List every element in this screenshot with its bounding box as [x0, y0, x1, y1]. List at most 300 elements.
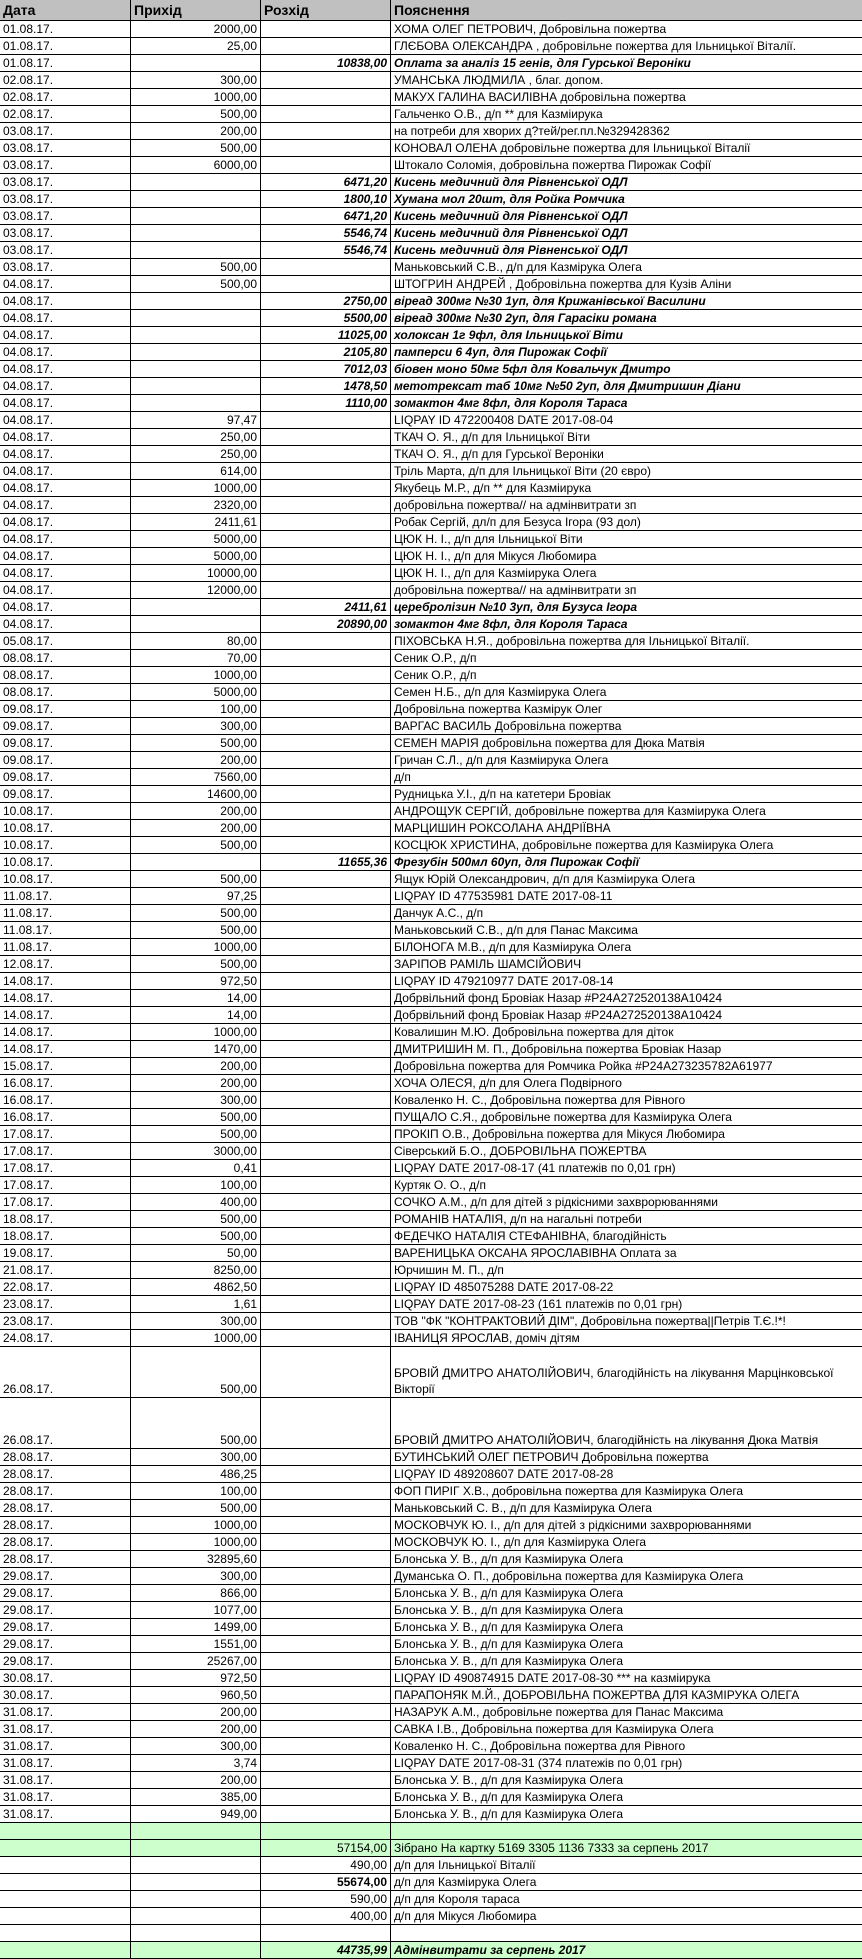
date-cell: 04.08.17. [0, 599, 131, 615]
date-cell: 18.08.17. [0, 1228, 131, 1244]
table-row [0, 1483, 862, 1500]
table-row [0, 1177, 862, 1194]
date-cell: 16.08.17. [0, 1109, 131, 1125]
expense-cell [261, 1245, 391, 1261]
date-cell: 11.08.17. [0, 939, 131, 955]
expense-cell: 55674,00 [261, 1874, 391, 1890]
expense-cell [261, 497, 391, 513]
income-cell [131, 293, 261, 309]
table-row [0, 1211, 862, 1228]
date-cell: 03.08.17. [0, 191, 131, 207]
table-row [0, 1398, 862, 1449]
expense-cell [261, 480, 391, 496]
date-cell: 17.08.17. [0, 1126, 131, 1142]
expense-cell [261, 1007, 391, 1023]
expense-cell [261, 1670, 391, 1686]
table-row [0, 990, 862, 1007]
note-cell: Добровільна пожертва Казмірук Олег [394, 702, 603, 716]
expense-cell [261, 1500, 391, 1516]
note-cell: КОНОВАЛ ОЛЕНА добровільне пожертва для Ільницької Віталії [394, 141, 751, 155]
note-cell: Хумана мол 20шт, для Ройка Ромчика [394, 192, 625, 206]
table-row [0, 1755, 862, 1772]
table-row [0, 1449, 862, 1466]
income-cell: 97,47 [131, 412, 261, 428]
total-expense-cell: 44735,99 [261, 1942, 391, 1958]
table-row [0, 786, 862, 803]
empty-cell [131, 1925, 261, 1941]
date-cell: 29.08.17. [0, 1653, 131, 1669]
expense-cell: 20890,00 [261, 616, 391, 632]
expense-cell [261, 1772, 391, 1788]
table-row [0, 1092, 862, 1109]
expense-cell [261, 1194, 391, 1210]
expense-cell: 590,00 [261, 1891, 391, 1907]
note-cell: СОЧКО А.М., д/п для дітей з рідкісними захврорюваннями [394, 1195, 718, 1209]
note-cell: Блонська У. В., д/п для Казміирука Олега [394, 1603, 624, 1617]
summary-row [0, 1908, 862, 1925]
note-cell: БРОВІЙ ДМИТРО АНАТОЛІЙОВИЧ, благодійність на лікування Дюка Матвія [394, 1433, 819, 1447]
note-cell: ШТОГРИН АНДРЕЙ , Добровільна пожертва для Кузів Аліни [394, 277, 732, 291]
table-row [0, 1551, 862, 1568]
date-cell: 04.08.17. [0, 582, 131, 598]
income-cell [131, 310, 261, 326]
expense-cell [261, 1517, 391, 1533]
income-cell: 7560,00 [131, 769, 261, 785]
table-row [0, 718, 862, 735]
note-cell: Маньковський С.В., д/п для Панас Максима [394, 923, 638, 937]
table-row [0, 820, 862, 837]
income-cell: 1470,00 [131, 1041, 261, 1057]
income-cell: 300,00 [131, 1738, 261, 1754]
table-row [0, 701, 862, 718]
date-cell: 10.08.17. [0, 854, 131, 870]
income-cell [131, 616, 261, 632]
expense-cell [261, 1806, 391, 1822]
income-cell: 300,00 [131, 1313, 261, 1329]
table-row [0, 412, 862, 429]
note-cell: САВКА І.В., Добровільна пожертва для Казміирука Олега [394, 1722, 714, 1736]
expense-cell [261, 973, 391, 989]
income-cell: 200,00 [131, 1772, 261, 1788]
expense-cell [261, 1177, 391, 1193]
income-cell: 400,00 [131, 1194, 261, 1210]
date-cell: 30.08.17. [0, 1687, 131, 1703]
income-cell [131, 55, 261, 71]
expense-cell [261, 1262, 391, 1278]
income-cell: 1000,00 [131, 480, 261, 496]
date-cell: 09.08.17. [0, 752, 131, 768]
note-cell: LIQPAY ID 477535981 DATE 2017-08-11 [394, 889, 613, 903]
income-cell: 5000,00 [131, 548, 261, 564]
table-row [0, 123, 862, 140]
table-row [0, 106, 862, 123]
expense-cell [261, 718, 391, 734]
note-cell: LIQPAY ID 490874915 DATE 2017-08-30 *** на казміирука [394, 1671, 711, 1685]
income-cell: 300,00 [131, 1092, 261, 1108]
note-cell: д/п для Мікуся Любомира [394, 1909, 537, 1923]
income-cell: 500,00 [131, 922, 261, 938]
note-cell: ПІХОВСЬКА Н.Я., добровільна пожертва для Ільницької Віталії. [394, 634, 750, 648]
note-cell: д/п для Казміирука Олега [394, 1875, 537, 1889]
income-cell: 500,00 [131, 956, 261, 972]
spacer-cell [391, 1823, 862, 1839]
date-cell: 03.08.17. [0, 259, 131, 275]
expense-cell [261, 1755, 391, 1771]
note-cell: Добрвільний фонд Бровіак Назар #P24A272520138A10424 [394, 1008, 723, 1022]
expense-cell [261, 684, 391, 700]
header-row [0, 0, 862, 21]
date-cell: 04.08.17. [0, 429, 131, 445]
expense-cell: 5500,00 [261, 310, 391, 326]
date-cell: 28.08.17. [0, 1483, 131, 1499]
date-cell: 29.08.17. [0, 1568, 131, 1584]
note-cell: церебролізин №10 3уп, для Бузуса Ігора [394, 600, 638, 614]
table-row [0, 1772, 862, 1789]
date-cell: 28.08.17. [0, 1500, 131, 1516]
note-cell: Коваленко Н. С., Добровільна пожертва для Рівного [394, 1739, 686, 1753]
date-cell [0, 1891, 131, 1907]
expense-cell [261, 752, 391, 768]
date-cell: 29.08.17. [0, 1585, 131, 1601]
date-cell: 11.08.17. [0, 905, 131, 921]
table-row [0, 463, 862, 480]
note-cell: Маньковський С. В., д/п для Казміирука Олега [394, 1501, 652, 1515]
expense-cell [261, 38, 391, 54]
expense-cell [261, 1296, 391, 1312]
income-cell: 2411,61 [131, 514, 261, 530]
table-row [0, 276, 862, 293]
income-cell: 500,00 [131, 1211, 261, 1227]
expense-cell [261, 1160, 391, 1176]
table-row [0, 497, 862, 514]
note-cell: БУТИНСЬКИЙ ОЛЕГ ПЕТРОВИЧ Добровільна пожертва [394, 1450, 709, 1464]
note-cell: ЦЮК Н. І., д/п для Ільницької Віти [394, 532, 583, 546]
income-cell: 500,00 [131, 106, 261, 122]
note-cell: ДМИТРИШИН М. П., Добровільна пожертва Бровіак Назар [394, 1042, 722, 1056]
income-cell: 1000,00 [131, 1534, 261, 1550]
expense-cell [261, 514, 391, 530]
date-cell: 04.08.17. [0, 276, 131, 292]
expense-cell [261, 123, 391, 139]
expense-cell [261, 735, 391, 751]
table-row [0, 1024, 862, 1041]
income-cell [131, 395, 261, 411]
date-cell: 10.08.17. [0, 803, 131, 819]
table-row [0, 1296, 862, 1313]
table-row [0, 327, 862, 344]
date-cell: 04.08.17. [0, 480, 131, 496]
income-cell: 3000,00 [131, 1143, 261, 1159]
note-cell: РОМАНІВ НАТАЛІЯ, д/п на нагальні потреби [394, 1212, 642, 1226]
note-cell: ПРОКІП О.В., Добровільна пожертва для Мікуся Любомира [394, 1127, 725, 1141]
note-cell: Сеник О.Р., д/п [394, 651, 477, 665]
date-cell: 02.08.17. [0, 72, 131, 88]
note-cell: МОСКОВЧУК Ю. І., д/п для Казміирука Олега [394, 1535, 647, 1549]
income-cell: 500,00 [131, 140, 261, 156]
note-cell: Блонська У. В., д/п для Казміирука Олега [394, 1790, 624, 1804]
date-cell: 04.08.17. [0, 378, 131, 394]
date-cell [0, 1874, 131, 1890]
expense-cell [261, 922, 391, 938]
expense-cell [261, 633, 391, 649]
income-cell: 972,50 [131, 1670, 261, 1686]
income-cell: 1551,00 [131, 1636, 261, 1652]
date-cell: 08.08.17. [0, 650, 131, 666]
table-row [0, 1313, 862, 1330]
note-cell: Блонська У. В., д/п для Казміирука Олега [394, 1552, 624, 1566]
expense-cell [261, 1109, 391, 1125]
date-cell: 03.08.17. [0, 174, 131, 190]
note-cell: зомактон 4мг 8фл, для Короля Тараса [394, 396, 628, 410]
expense-cell [261, 1092, 391, 1108]
table-row [0, 1789, 862, 1806]
expense-cell: 6471,20 [261, 174, 391, 190]
note-cell: Кисень медичний для Рівненської ОДЛ [394, 209, 628, 223]
date-cell: 03.08.17. [0, 242, 131, 258]
income-cell [131, 599, 261, 615]
table-row [0, 1041, 862, 1058]
date-cell: 14.08.17. [0, 1041, 131, 1057]
expense-cell [261, 157, 391, 173]
expense-cell [261, 446, 391, 462]
note-cell: віреад 300мг №30 1уп, для Крижанівської Василини [394, 294, 706, 308]
income-cell: 200,00 [131, 820, 261, 836]
expense-cell: 5546,74 [261, 225, 391, 241]
expense-cell: 490,00 [261, 1857, 391, 1873]
date-cell: 22.08.17. [0, 1279, 131, 1295]
table-row [0, 1636, 862, 1653]
income-cell: 100,00 [131, 1483, 261, 1499]
expense-cell: 1800,10 [261, 191, 391, 207]
table-row [0, 293, 862, 310]
note-cell: LIQPAY ID 485075288 DATE 2017-08-22 [394, 1280, 614, 1294]
note-cell: Блонська У. В., д/п для Казміирука Олега [394, 1807, 624, 1821]
note-cell: ФЕДЕЧКО НАТАЛІЯ СТЕФАНІВНА, благодійність [394, 1229, 667, 1243]
empty-row [0, 1925, 862, 1942]
date-cell: 14.08.17. [0, 973, 131, 989]
table-row [0, 1721, 862, 1738]
note-cell: Робак Сергій, дл/п для Безуса Ігора (93 дол) [394, 515, 641, 529]
note-cell: добровільна пожертва// на адмінвитрати зп [394, 498, 637, 512]
total-date-cell [0, 1942, 131, 1958]
date-cell: 23.08.17. [0, 1313, 131, 1329]
date-cell: 23.08.17. [0, 1296, 131, 1312]
table-row [0, 1653, 862, 1670]
note-cell: Блонська У. В., д/п для Казміирука Олега [394, 1637, 624, 1651]
expense-cell [261, 650, 391, 666]
table-row [0, 803, 862, 820]
date-cell [0, 1857, 131, 1873]
income-cell: 500,00 [131, 871, 261, 887]
date-cell: 31.08.17. [0, 1704, 131, 1720]
expense-cell [261, 1687, 391, 1703]
note-cell: д/п для Ільницької Віталії [394, 1858, 536, 1872]
income-cell: 300,00 [131, 718, 261, 734]
income-cell: 50,00 [131, 1245, 261, 1261]
income-cell: 500,00 [131, 905, 261, 921]
income-cell [131, 344, 261, 360]
date-cell: 04.08.17. [0, 310, 131, 326]
expense-cell: 11655,36 [261, 854, 391, 870]
expense-cell [261, 1024, 391, 1040]
date-cell: 12.08.17. [0, 956, 131, 972]
date-cell: 19.08.17. [0, 1245, 131, 1261]
expense-cell [261, 1585, 391, 1601]
date-cell [0, 1840, 131, 1856]
income-cell [131, 191, 261, 207]
date-cell: 31.08.17. [0, 1806, 131, 1822]
expense-cell [261, 1653, 391, 1669]
expense-cell [261, 1449, 391, 1465]
income-cell: 300,00 [131, 1449, 261, 1465]
expense-cell [261, 1636, 391, 1652]
date-cell: 04.08.17. [0, 616, 131, 632]
table-row [0, 854, 862, 871]
note-cell: LIQPAY DATE 2017-08-31 (374 платежів по 0,01 грн) [394, 1756, 683, 1770]
note-cell: ВАРЕНИЦЬКА ОКСАНА ЯРОСЛАВІВНА Оплата за [394, 1246, 677, 1260]
note-cell: МАРЦИШИН РОКСОЛАНА АНДРІЇВНА [394, 821, 611, 835]
income-cell: 14,00 [131, 1007, 261, 1023]
note-cell: ТКАЧ О. Я., д/п для Ільницької Віти [394, 430, 591, 444]
note-cell: ПАРАПОНЯК М.Й., ДОБРОВІЛЬНА ПОЖЕРТВА ДЛЯ КАЗМІРУКА ОЛЕГА [394, 1688, 800, 1702]
note-cell: Якубець М.Р., д/п ** для Казміирука [394, 481, 592, 495]
date-cell: 14.08.17. [0, 1024, 131, 1040]
income-cell [131, 854, 261, 870]
table-row [0, 361, 862, 378]
date-cell: 09.08.17. [0, 701, 131, 717]
note-cell: Куртяк О. О., д/п [394, 1178, 487, 1192]
income-cell [131, 1857, 261, 1873]
table-row [0, 769, 862, 786]
date-cell: 10.08.17. [0, 837, 131, 853]
income-cell: 1000,00 [131, 1330, 261, 1346]
income-cell: 500,00 [131, 1500, 261, 1516]
note-cell: Ковалишин М.Ю. Добровільна пожертва для діток [394, 1025, 674, 1039]
table-row [0, 888, 862, 905]
date-cell: 02.08.17. [0, 106, 131, 122]
note-cell: Гричан С.Л., д/п для Казміирука Олега [394, 753, 609, 767]
note-cell: ХОМА ОЛЕГ ПЕТРОВИЧ, Добровільна пожертва [394, 22, 667, 36]
table-row [0, 633, 862, 650]
date-cell: 11.08.17. [0, 922, 131, 938]
income-cell: 200,00 [131, 1075, 261, 1091]
table-row [0, 531, 862, 548]
expense-cell [261, 701, 391, 717]
spacer-cell [131, 1823, 261, 1839]
date-cell: 17.08.17. [0, 1160, 131, 1176]
date-cell: 17.08.17. [0, 1194, 131, 1210]
note-cell: LIQPAY ID 489208607 DATE 2017-08-28 [394, 1467, 614, 1481]
expense-cell [261, 667, 391, 683]
note-cell: БІЛОНОГА М.В., д/п для Казміирука Олега [394, 940, 632, 954]
income-cell: 25267,00 [131, 1653, 261, 1669]
table-row [0, 1347, 862, 1398]
expense-cell [261, 531, 391, 547]
date-cell: 04.08.17. [0, 361, 131, 377]
table-row [0, 429, 862, 446]
table-row [0, 939, 862, 956]
table-row [0, 1228, 862, 1245]
expense-cell [261, 1704, 391, 1720]
date-cell: 16.08.17. [0, 1092, 131, 1108]
expense-cell [261, 1041, 391, 1057]
income-cell: 14,00 [131, 990, 261, 1006]
expense-cell [261, 412, 391, 428]
table-row [0, 174, 862, 191]
table-row [0, 1687, 862, 1704]
note-cell: Маньковський С.В., д/п для Казмірука Олега [394, 260, 642, 274]
note-cell: ПУЩАЛО С.Я., добровільне пожертва для Казміирука Олега [394, 1110, 732, 1124]
note-cell: Штокало Соломія, добровільна пожертва Пирожак Софії [394, 158, 712, 172]
table-row [0, 344, 862, 361]
date-cell: 17.08.17. [0, 1143, 131, 1159]
date-cell: 28.08.17. [0, 1534, 131, 1550]
date-cell: 04.08.17. [0, 463, 131, 479]
table-row [0, 956, 862, 973]
income-cell: 250,00 [131, 429, 261, 445]
expense-cell [261, 276, 391, 292]
income-cell [131, 1840, 261, 1856]
note-cell: Ящук Юрій Олександрович, д/п для Казміирука Олега [394, 872, 696, 886]
expense-cell [261, 803, 391, 819]
date-cell: 10.08.17. [0, 871, 131, 887]
table-row [0, 225, 862, 242]
date-cell: 17.08.17. [0, 1177, 131, 1193]
expense-cell [261, 140, 391, 156]
date-cell: 01.08.17. [0, 55, 131, 71]
income-cell [131, 1891, 261, 1907]
note-cell: ІВАНИЦЯ ЯРОСЛАВ, доміч дітям [394, 1331, 580, 1345]
table-row [0, 1262, 862, 1279]
income-cell: 6000,00 [131, 157, 261, 173]
expense-cell [261, 21, 391, 37]
income-cell: 100,00 [131, 1177, 261, 1193]
note-cell: Добрвільний фонд Бровіак Назар #P24A272520138A10424 [394, 991, 723, 1005]
table-row [0, 480, 862, 497]
date-cell: 30.08.17. [0, 1670, 131, 1686]
note-cell: КОСЦЮК ХРИСТИНА, добровільне пожертва для Казміирука Олега [394, 838, 774, 852]
date-cell: 15.08.17. [0, 1058, 131, 1074]
date-cell: 09.08.17. [0, 786, 131, 802]
note-cell: АНДРОЩУК СЕРГІЙ, добровільне пожертва для Казміирука Олега [394, 804, 766, 818]
income-cell: 949,00 [131, 1806, 261, 1822]
income-cell [131, 327, 261, 343]
income-cell: 14600,00 [131, 786, 261, 802]
empty-cell [391, 1925, 862, 1941]
income-cell: 500,00 [131, 1347, 261, 1397]
note-cell: ХОЧА ОЛЕСЯ, д/п для Олега Подвірного [394, 1076, 622, 1090]
income-cell: 500,00 [131, 837, 261, 853]
table-row [0, 191, 862, 208]
note-cell: Сіверський Б.О., ДОБРОВІЛЬНА ПОЖЕРТВА [394, 1144, 647, 1158]
income-cell: 80,00 [131, 633, 261, 649]
table-row [0, 1245, 862, 1262]
date-cell: 26.08.17. [0, 1347, 131, 1397]
table-row [0, 837, 862, 854]
spacer-cell [0, 1823, 131, 1839]
note-cell: Блонська У. В., д/п для Казміирука Олега [394, 1773, 624, 1787]
note-cell: LIQPAY ID 472200408 DATE 2017-08-04 [394, 413, 614, 427]
note-cell: зомактон 4мг 8фл, для Короля Тараса [394, 617, 628, 631]
income-cell: 1000,00 [131, 1517, 261, 1533]
income-cell: 3,74 [131, 1755, 261, 1771]
table-row [0, 1704, 862, 1721]
date-cell: 04.08.17. [0, 514, 131, 530]
date-cell [0, 1908, 131, 1924]
income-cell: 300,00 [131, 72, 261, 88]
date-cell: 24.08.17. [0, 1330, 131, 1346]
note-cell: ТКАЧ О. Я., д/п для Гурської Вероніки [394, 447, 604, 461]
